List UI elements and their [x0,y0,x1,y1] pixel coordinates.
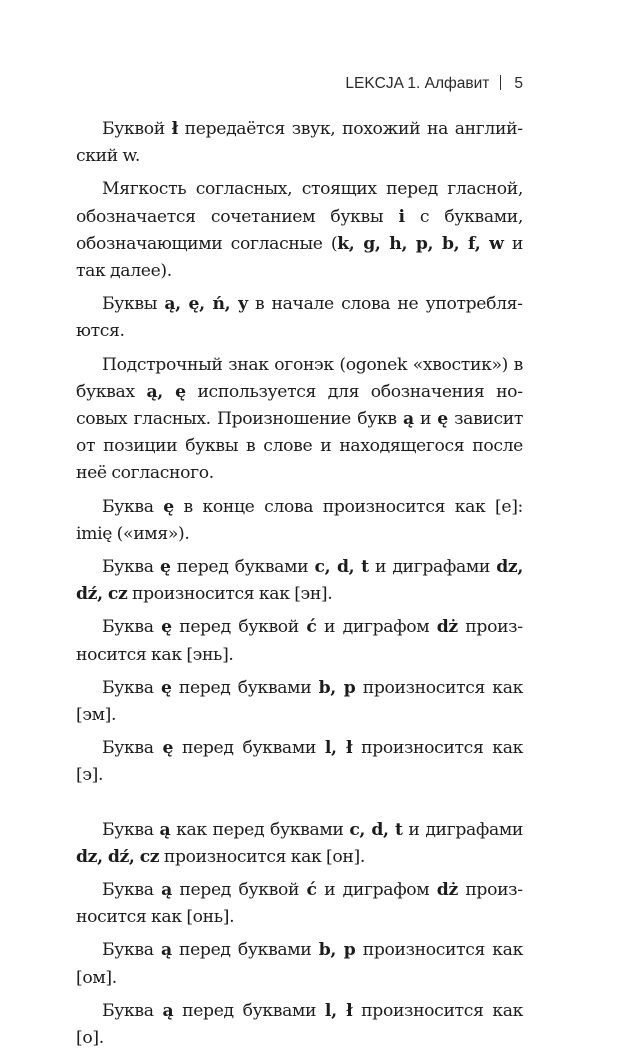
text-run: и диграфами [402,819,523,840]
text-run: произносится как [он]. [159,846,365,867]
text-run: Буква [102,557,160,578]
bold-term: c, d, t [314,557,369,578]
text-run: и так далее). [76,233,523,282]
bold-term: l, ł [324,738,353,759]
bold-term: dz, dź, cz [76,557,523,605]
bold-term: ą [159,819,171,840]
paragraph-a-on [76,817,523,871]
paragraph-softness [76,176,523,285]
paragraph-ogonek [76,352,523,488]
bold-term: b, p [318,940,356,961]
text-run: произносится как [эн]. [127,584,333,605]
text-run: произносится как [э]. [76,738,523,786]
bold-term: c, d, t [349,819,403,840]
header-separator [500,75,501,90]
text-run: зависит от позиции буквы в слове и находящегося после неё согласного. [76,409,523,484]
text-run: перед буквами [171,677,319,698]
bold-term: ą, ę [146,381,186,402]
bold-term: ą [402,409,414,430]
text-run: и диграфом [316,880,437,901]
page-number: 5 [514,75,523,92]
bold-term: ą [161,880,172,901]
text-run: и диграфом [316,617,437,638]
text-run: произносится как [энь]. [76,617,524,665]
text-run: используется для обозначения носовых гласных. Произношение букв [76,381,523,430]
text-run: в начале слова не употребляются. [76,294,523,342]
bold-term: ą [160,940,172,961]
text-run: Буква [102,819,160,840]
running-header [345,75,523,93]
text-run: передаётся звук, похожий на английский w. [76,119,523,167]
paragraph-e-em [76,675,523,729]
text-run: произносится как [ом]. [76,940,523,988]
text-run: произносится как [о]. [76,1000,523,1049]
bold-term: ę [437,409,448,430]
bold-term: dż [436,880,458,901]
bold-term: ą [162,1000,174,1021]
text-run: Буква [102,617,162,638]
bold-term: dz, dź, cz [76,846,160,867]
bold-term: ę [162,738,174,759]
text-run: с буквами, обозначающими согласные ( [76,206,523,254]
bold-term: ą, ę, ń, y [164,294,248,315]
lesson-title: LEKCJA 1. Алфавит [345,75,490,92]
text-run: перед буквами [170,557,315,578]
text-run: Подстрочный знак огонэк (ogonek «хвостик») в буквах [76,354,523,402]
paragraph-e-eny [76,614,523,668]
bold-term: ć [306,880,317,901]
text-run: перед буквами [171,940,319,961]
paragraph-a-ony [76,877,523,931]
text-run: перед буквой [171,617,307,638]
paragraph-initial-letters [76,291,523,345]
bold-term: i [398,206,405,227]
text-run: Мягкость согласных, стоящих перед гласной, обозначается сочетанием буквы [76,179,523,227]
text-run: произносится как [онь]. [76,880,524,928]
paragraph-a-o [76,998,523,1052]
bold-term: ę [160,677,172,698]
text-run: перед буквами [173,738,325,759]
body-text [76,116,523,1058]
text-run: Буква [102,677,161,698]
text-run: Буква [102,940,161,961]
paragraph-a-om [76,937,523,991]
text-run: Буквой [102,119,172,139]
bold-term: ć [306,617,317,638]
paragraph-e-e [76,735,523,789]
text-run: как перед буквами [170,819,350,840]
text-run: перед буквой [171,880,307,901]
text-run: перед буквами [173,1000,325,1021]
paragraph-e-en [76,554,523,608]
bold-term: l, ł [324,1000,353,1021]
bold-term: dż [436,617,458,638]
bold-term: ę [159,557,171,578]
text-run: Буквы [102,294,165,315]
text-run: Буква [102,880,162,901]
text-run: и диграфами [368,557,497,578]
text-run: и [413,409,438,430]
text-run: Буква [102,496,164,517]
paragraph-e-final [76,494,523,548]
text-run: в конце слова произносится как [е]: imię («имя»). [76,496,524,544]
bold-term: b, p [318,677,356,698]
text-run: Буква [102,738,163,759]
text-run: произносится как [эм]. [76,677,523,726]
bold-term: k, g, h, p, b, f, w [337,233,504,254]
bold-term: ę [161,617,172,638]
bold-term: ę [163,496,174,517]
bold-term: ł [171,119,178,139]
text-run: Буква [102,1000,163,1021]
paragraph-l-sound [76,116,523,170]
